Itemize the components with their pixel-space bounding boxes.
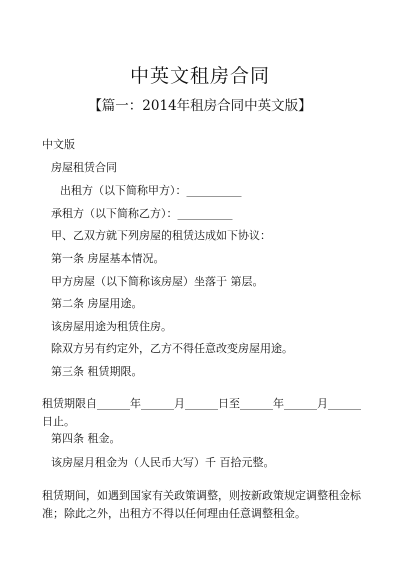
contract-heading: 房屋租赁合同	[51, 161, 117, 174]
article-1-text: 甲方房屋（以下简称该房屋）坐落于 第层。	[51, 275, 264, 288]
article-2-text: 该房屋用途为租赁住房。	[51, 320, 172, 333]
lessee-line: 承租方（以下简称乙方）：__________	[51, 207, 233, 220]
lease-term-line: 租赁期限自______年______月______日至______年______月______日止。	[42, 397, 361, 428]
article-1-heading: 第一条 房屋基本情况。	[51, 252, 165, 265]
article-2-heading: 第二条 房屋用途。	[51, 297, 143, 310]
article-4-text: 该房屋月租金为（人民币大写）千 百拾元整。	[51, 456, 275, 469]
agreement-intro: 甲、乙双方就下列房屋的租赁达成如下协议：	[51, 229, 271, 242]
document-subtitle: 【篇一：2014年租房合同中英文版】	[88, 98, 312, 114]
article-2-restriction: 除双方另有约定外，乙方不得任意改变房屋用途。	[51, 342, 293, 355]
article-4-heading: 第四条 租金。	[51, 432, 121, 445]
document-title: 中英文租房合同	[129, 65, 270, 87]
rent-adjustment-clause: 租赁期间，如遇到国家有关政策调整，则按新政策规定调整租金标准；除此之外，出租方不得以任何理由任意调整租金。	[42, 489, 361, 520]
article-3-heading: 第三条 租赁期限。	[51, 365, 143, 378]
version-label: 中文版	[42, 138, 75, 151]
lessor-line: 出租方（以下简称甲方）：__________	[60, 184, 242, 197]
